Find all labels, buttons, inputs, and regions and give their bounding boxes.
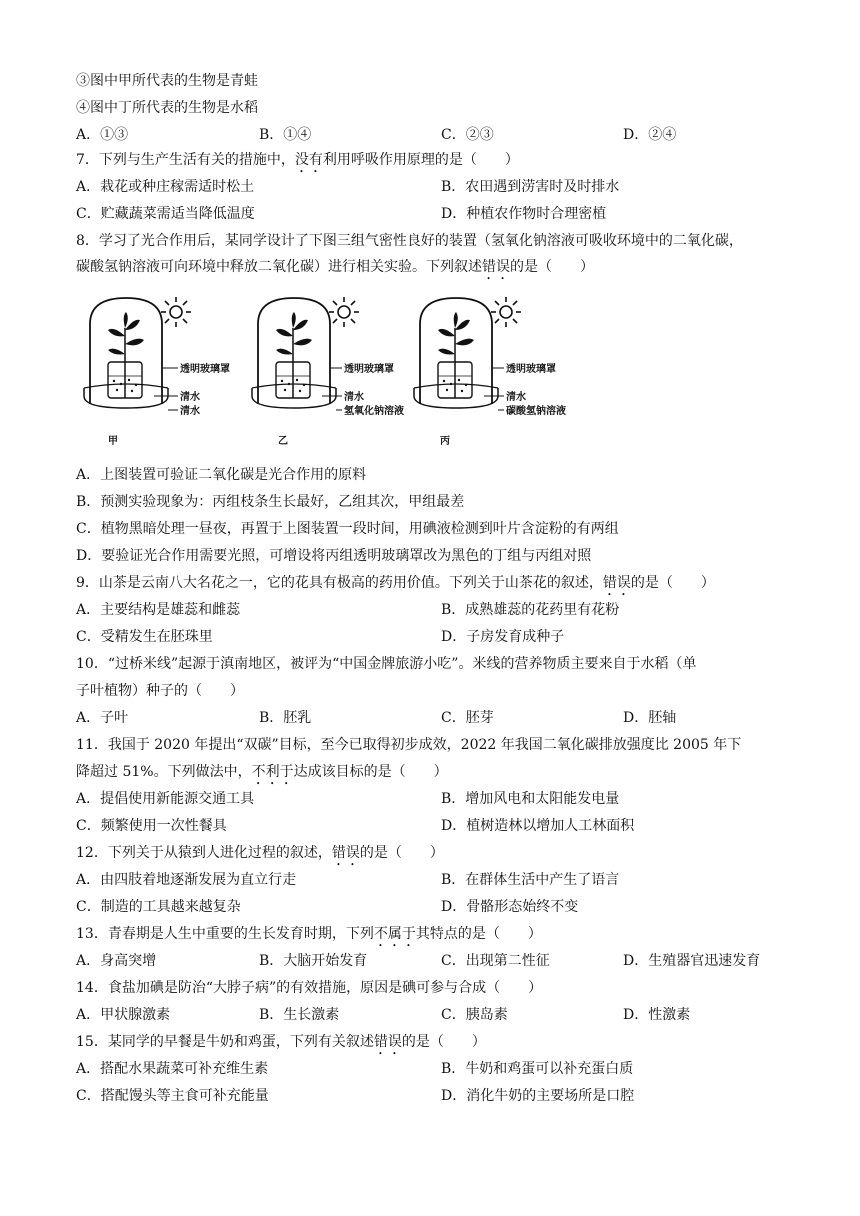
q13-stem: 13．青春期是人生中重要的生长发育时期，下列不属于其特点的是（ ） bbox=[76, 926, 542, 942]
lower-label-b: 氢氧化钠溶液 bbox=[344, 406, 404, 417]
q8-option-d: D．要验证光合作用需要光照，可增设将丙组透明玻璃罩改为黑色的丁组与丙组对照 bbox=[76, 548, 592, 564]
q7-option-d: D．种植农作物时合理密植 bbox=[441, 206, 607, 222]
q7-stem: 7．下列与生产生活有关的措施中，没有利用呼吸作用原理的是（ ） bbox=[76, 152, 519, 168]
q9-stem: 9．山茶是云南八大名花之一，它的花具有极高的药用价值。下列关于山茶花的叙述，错误的是（ ） bbox=[76, 575, 715, 591]
q9-option-d: D．子房发育成种子 bbox=[441, 629, 565, 645]
q12-option-b: B．在群体生活中产生了语言 bbox=[441, 872, 620, 888]
q10-option-b: B．胚乳 bbox=[259, 710, 312, 726]
q12-option-c: C．制造的工具越来越复杂 bbox=[76, 899, 241, 915]
q8-option-b: B．预测实验现象为：丙组枝条生长最好，乙组其次，甲组最差 bbox=[76, 494, 465, 510]
q14-option-d: D．性激素 bbox=[623, 1007, 691, 1023]
statement-4: ④图中丁所代表的生物是水稻 bbox=[76, 100, 258, 116]
q11-option-c: C．频繁使用一次性餐具 bbox=[76, 818, 227, 834]
q6-option-c: C．②③ bbox=[441, 127, 494, 143]
q13-option-b: B．大脑开始发育 bbox=[259, 953, 368, 969]
water-label-a: 清水 bbox=[180, 392, 200, 403]
q10-option-d: D．胚轴 bbox=[623, 710, 677, 726]
experiment-figure bbox=[76, 284, 596, 454]
q10-option-a: A．子叶 bbox=[76, 710, 129, 726]
caption-c: 丙 bbox=[440, 436, 450, 447]
q6-option-b: B．①④ bbox=[259, 127, 312, 143]
q15-stem: 15．某同学的早餐是牛奶和鸡蛋，下列有关叙述错误的是（ ） bbox=[76, 1034, 486, 1050]
jar-label-b: 透明玻璃罩 bbox=[344, 364, 394, 375]
q14-stem: 14．食盐加碘是防治“大脖子病”的有效措施，原因是碘可参与合成（ ） bbox=[76, 980, 543, 996]
q13-emphasis: 不属于 bbox=[373, 926, 416, 942]
caption-a: 甲 bbox=[108, 436, 118, 447]
caption-b: 乙 bbox=[278, 436, 288, 447]
q12-option-d: D．骨骼形态始终不变 bbox=[441, 899, 579, 915]
q10-option-c: C．胚芽 bbox=[441, 710, 494, 726]
q15-option-d: D．消化牛奶的主要场所是口腔 bbox=[441, 1088, 635, 1104]
q7-option-a: A．栽花或种庄稼需适时松土 bbox=[76, 179, 255, 195]
q7-option-b: B．农田遇到涝害时及时排水 bbox=[441, 179, 620, 195]
q10-stem-line1: 10．“过桥米线”起源于滇南地区，被评为“中国金牌旅游小吃”。米线的营养物质主要来自于水稻（单 bbox=[76, 656, 697, 672]
q13-option-c: C．出现第二性征 bbox=[441, 953, 550, 969]
q12-emphasis: 错误 bbox=[331, 845, 360, 861]
q6-option-d: D．②④ bbox=[623, 127, 677, 143]
q11-emphasis: 不利于 bbox=[251, 764, 294, 780]
q11-option-a: A．提倡使用新能源交通工具 bbox=[76, 791, 255, 807]
q11-option-b: B．增加风电和太阳能发电量 bbox=[441, 791, 620, 807]
q8-option-c: C．植物黑暗处理一昼夜，再置于上图装置一段时间，用碘液检测到叶片含淀粉的有两组 bbox=[76, 521, 619, 537]
jar-label-a: 透明玻璃罩 bbox=[180, 364, 230, 375]
q14-option-b: B．生长激素 bbox=[259, 1007, 340, 1023]
q15-emphasis: 错误 bbox=[373, 1034, 402, 1050]
q6-option-a: A．①③ bbox=[76, 127, 129, 143]
lower-label-a: 清水 bbox=[180, 406, 200, 417]
q15-option-b: B．牛奶和鸡蛋可以补充蛋白质 bbox=[441, 1061, 634, 1077]
q12-option-a: A．由四肢着地逐渐发展为直立行走 bbox=[76, 872, 297, 888]
q9-option-a: A．主要结构是雄蕊和雌蕊 bbox=[76, 602, 241, 618]
q9-option-c: C．受精发生在胚珠里 bbox=[76, 629, 213, 645]
q13-option-a: A．身高突增 bbox=[76, 953, 157, 969]
q11-option-d: D．植树造林以增加人工林面积 bbox=[441, 818, 635, 834]
q12-stem: 12．下列关于从猿到人进化过程的叙述，错误的是（ ） bbox=[76, 845, 444, 861]
q8-stem-line2: 碳酸氢钠溶液可向环境中释放二氧化碳）进行相关实验。下列叙述错误的是（ ） bbox=[76, 259, 594, 275]
q9-option-b: B．成熟雄蕊的花药里有花粉 bbox=[441, 602, 620, 618]
q8-stem-line1: 8．学习了光合作用后，某同学设计了下图三组气密性良好的装置（氢氧化钠溶液可吸收环境中的二氧化碳， bbox=[76, 233, 743, 249]
q11-stem-line1: 11．我国于 2020 年提出“双碳”目标，至今已取得初步成效，2022 年我国二氧化碳排放强度比 2005 年下 bbox=[76, 737, 742, 753]
q7-emphasis: 没有 bbox=[294, 152, 323, 168]
q8-emphasis: 错误 bbox=[482, 259, 510, 275]
q9-emphasis: 错误 bbox=[602, 575, 631, 591]
q8-option-a: A．上图装置可验证二氧化碳是光合作用的原料 bbox=[76, 467, 367, 483]
water-label-b: 清水 bbox=[344, 392, 364, 403]
water-label-c: 清水 bbox=[506, 392, 526, 403]
q15-option-a: A．搭配水果蔬菜可补充维生素 bbox=[76, 1061, 269, 1077]
q15-option-c: C．搭配馒头等主食可补充能量 bbox=[76, 1088, 269, 1104]
q7-option-c: C．贮藏蔬菜需适当降低温度 bbox=[76, 206, 255, 222]
jar-label-c: 透明玻璃罩 bbox=[506, 364, 556, 375]
statement-3: ③图中甲所代表的生物是青蛙 bbox=[76, 73, 258, 89]
q14-option-a: A．甲状腺激素 bbox=[76, 1007, 171, 1023]
lower-label-c: 碳酸氢钠溶液 bbox=[506, 406, 566, 417]
q10-stem-line2: 子叶植物）种子的（ ） bbox=[76, 683, 244, 699]
q14-option-c: C．胰岛素 bbox=[441, 1007, 508, 1023]
q11-stem-line2: 降超过 51%。下列做法中，不利于达成该目标的是（ ） bbox=[76, 764, 448, 780]
q13-option-d: D．生殖器官迅速发育 bbox=[623, 953, 761, 969]
